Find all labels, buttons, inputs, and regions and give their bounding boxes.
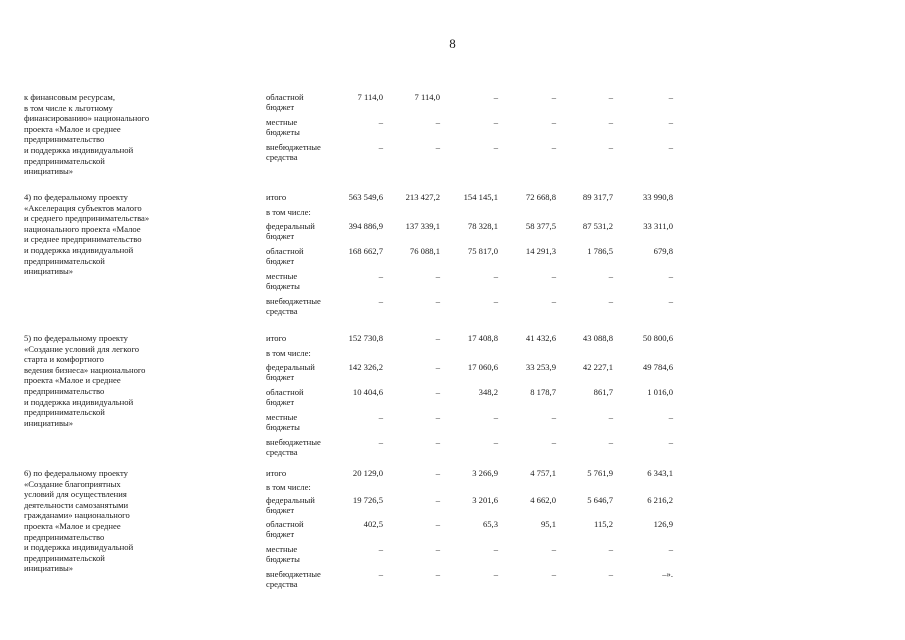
value-year-4: 89 317,7	[582, 192, 613, 202]
funding-source: итого	[266, 192, 287, 202]
funding-source: местные бюджеты	[266, 412, 300, 433]
funding-source: областной бюджет	[266, 387, 304, 408]
funding-source: местные бюджеты	[266, 271, 300, 292]
value-year-4: –	[608, 544, 613, 554]
value-total: 19 726,5	[352, 495, 383, 505]
value-year-2: –	[493, 142, 498, 152]
value-year-5: 6 216,2	[647, 495, 673, 505]
value-year-4: –	[608, 569, 613, 579]
value-year-1: –	[435, 142, 440, 152]
value-year-5: 6 343,1	[647, 468, 673, 478]
value-year-4: –	[608, 142, 613, 152]
value-year-2: 65,3	[482, 519, 498, 529]
funding-source: итого	[266, 333, 287, 343]
value-total: 563 549,6	[348, 192, 383, 202]
section-description: 6) по федеральному проекту «Создание благоприятных условий для осуществления деятельности самозанятыми гражданами» национального проекта «Малое и среднее предпринимательство и поддержка индивидуальной предпринимательской инициативы»	[24, 468, 134, 574]
value-year-3: 14 291,3	[525, 246, 556, 256]
page-number: 8	[449, 36, 456, 51]
value-year-1: –	[435, 333, 440, 343]
value-year-5: 50 800,6	[642, 333, 673, 343]
value-year-2: –	[493, 92, 498, 102]
value-year-3: 95,1	[540, 519, 556, 529]
value-year-5: –	[668, 437, 673, 447]
value-year-2: –	[493, 544, 498, 554]
row-federal-budget	[0, 221, 905, 243]
value-year-1: –	[435, 519, 440, 529]
funding-source: местные бюджеты	[266, 544, 300, 565]
funding-source: федеральный бюджет	[266, 362, 315, 383]
funding-source: внебюджетные средства	[266, 437, 321, 458]
funding-source: внебюджетные средства	[266, 296, 321, 317]
row-regional-budget	[0, 92, 905, 114]
value-year-2: –	[493, 412, 498, 422]
row-extrabudgetary-funds	[0, 569, 905, 591]
value-year-5: 679,8	[653, 246, 673, 256]
value-year-3: 41 432,6	[525, 333, 556, 343]
value-year-1: 7 114,0	[414, 92, 440, 102]
value-year-4: 115,2	[593, 519, 613, 529]
value-year-4: –	[608, 296, 613, 306]
funding-source: федеральный бюджет	[266, 221, 315, 242]
value-year-1: –	[435, 117, 440, 127]
value-year-5: 1 016,0	[647, 387, 673, 397]
value-year-3: –	[551, 569, 556, 579]
funding-source: в том числе:	[266, 348, 311, 358]
value-year-4: –	[608, 117, 613, 127]
value-year-5: –	[668, 412, 673, 422]
value-year-3: 4 757,1	[530, 468, 556, 478]
row-regional-budget	[0, 519, 905, 541]
value-year-1: –	[435, 544, 440, 554]
value-total: –	[378, 296, 383, 306]
value-total: –	[378, 117, 383, 127]
value-year-3: 8 178,7	[530, 387, 556, 397]
value-year-1: 76 088,1	[409, 246, 440, 256]
value-total: 20 129,0	[352, 468, 383, 478]
value-year-1: –	[435, 495, 440, 505]
value-total: 168 662,7	[348, 246, 383, 256]
value-year-1: –	[435, 412, 440, 422]
value-year-3: –	[551, 544, 556, 554]
value-year-5: 126,9	[653, 519, 673, 529]
value-year-3: –	[551, 117, 556, 127]
value-year-5: –	[668, 296, 673, 306]
value-year-1: –	[435, 362, 440, 372]
value-year-4: –	[608, 271, 613, 281]
row-local-budgets	[0, 544, 905, 566]
row-local-budgets	[0, 412, 905, 434]
value-year-5: –	[668, 142, 673, 152]
value-total: 394 886,9	[348, 221, 383, 231]
value-year-3: 4 662,0	[530, 495, 556, 505]
value-year-5: 33 311,0	[643, 221, 673, 231]
value-year-5: –	[668, 117, 673, 127]
funding-source: итого	[266, 468, 287, 478]
section-description: 5) по федеральному проекту «Создание условий для легкого старта и комфортного ведения бизнеса» национального проекта «Малое и среднее предпринимательство и поддержка индивидуальной предпринимательской инициативы»	[24, 333, 146, 428]
value-total: –	[378, 569, 383, 579]
value-total: 142 326,2	[348, 362, 383, 372]
value-year-1: –	[435, 468, 440, 478]
value-year-2: 78 328,1	[467, 221, 498, 231]
row-extrabudgetary-funds	[0, 437, 905, 459]
value-year-4: 1 786,5	[587, 246, 613, 256]
value-year-4: 43 088,8	[582, 333, 613, 343]
value-total: 10 404,6	[352, 387, 383, 397]
section-description: к финансовым ресурсам, в том числе к льготному финансированию» национального проекта «Малое и среднее предпринимательство и поддержка индивидуальной предпринимательской инициативы»	[24, 92, 150, 177]
value-total: –	[378, 412, 383, 422]
funding-source: областной бюджет	[266, 246, 304, 267]
value-year-1: –	[435, 296, 440, 306]
value-year-1: 137 339,1	[405, 221, 440, 231]
value-total: 7 114,0	[357, 92, 383, 102]
value-year-5: 33 990,8	[642, 192, 673, 202]
value-year-3: –	[551, 296, 556, 306]
value-year-2: 348,2	[478, 387, 498, 397]
value-year-4: –	[608, 412, 613, 422]
row-local-budgets	[0, 117, 905, 139]
funding-source: федеральный бюджет	[266, 495, 315, 516]
value-year-5: –	[668, 92, 673, 102]
value-year-4: –	[608, 92, 613, 102]
row-regional-budget	[0, 246, 905, 268]
row-federal-budget	[0, 362, 905, 384]
value-year-5: –	[668, 271, 673, 281]
row-extrabudgetary-funds	[0, 296, 905, 318]
value-year-2: –	[493, 437, 498, 447]
row-local-budgets	[0, 271, 905, 293]
value-year-4: 87 531,2	[582, 221, 613, 231]
value-year-3: 58 377,5	[525, 221, 556, 231]
funding-source: внебюджетные средства	[266, 569, 321, 590]
value-year-1: –	[435, 271, 440, 281]
value-total: 152 730,8	[348, 333, 383, 343]
value-year-1: –	[435, 437, 440, 447]
value-year-3: –	[551, 271, 556, 281]
value-total: –	[378, 544, 383, 554]
value-total: 402,5	[363, 519, 383, 529]
value-year-4: 42 227,1	[582, 362, 613, 372]
value-year-2: 17 408,8	[467, 333, 498, 343]
value-year-3: 33 253,9	[525, 362, 556, 372]
section-description: 4) по федеральному проекту «Акселерация субъектов малого и среднего предпринимательства» национального проекта «Малое и среднее предпринимательство и поддержка индивидуальной предпринимательской инициативы»	[24, 192, 150, 277]
funding-source: местные бюджеты	[266, 117, 300, 138]
value-year-5: –».	[662, 569, 673, 579]
funding-source: в том числе:	[266, 207, 311, 217]
value-year-2: –	[493, 271, 498, 281]
funding-source: в том числе:	[266, 482, 311, 492]
funding-source: областной бюджет	[266, 519, 304, 540]
value-total: –	[378, 437, 383, 447]
value-year-2: 3 201,6	[472, 495, 498, 505]
value-year-2: 75 817,0	[467, 246, 498, 256]
value-year-5: 49 784,6	[642, 362, 673, 372]
funding-source: внебюджетные средства	[266, 142, 321, 163]
value-year-3: 72 668,8	[525, 192, 556, 202]
row-extrabudgetary-funds	[0, 142, 905, 164]
value-total: –	[378, 271, 383, 281]
value-year-4: –	[608, 437, 613, 447]
row-federal-budget	[0, 495, 905, 517]
value-year-3: –	[551, 142, 556, 152]
value-year-3: –	[551, 412, 556, 422]
value-year-1: 213 427,2	[405, 192, 440, 202]
value-year-2: –	[493, 117, 498, 127]
value-year-3: –	[551, 437, 556, 447]
value-year-2: 3 266,9	[472, 468, 498, 478]
value-year-1: –	[435, 569, 440, 579]
value-year-4: 5 646,7	[587, 495, 613, 505]
value-year-4: 861,7	[593, 387, 613, 397]
value-year-2: 17 060,6	[467, 362, 498, 372]
value-year-2: –	[493, 569, 498, 579]
value-year-3: –	[551, 92, 556, 102]
value-year-4: 5 761,9	[587, 468, 613, 478]
value-total: –	[378, 142, 383, 152]
value-year-1: –	[435, 387, 440, 397]
value-year-2: –	[493, 296, 498, 306]
value-year-2: 154 145,1	[463, 192, 498, 202]
funding-source: областной бюджет	[266, 92, 304, 113]
row-regional-budget	[0, 387, 905, 409]
value-year-5: –	[668, 544, 673, 554]
